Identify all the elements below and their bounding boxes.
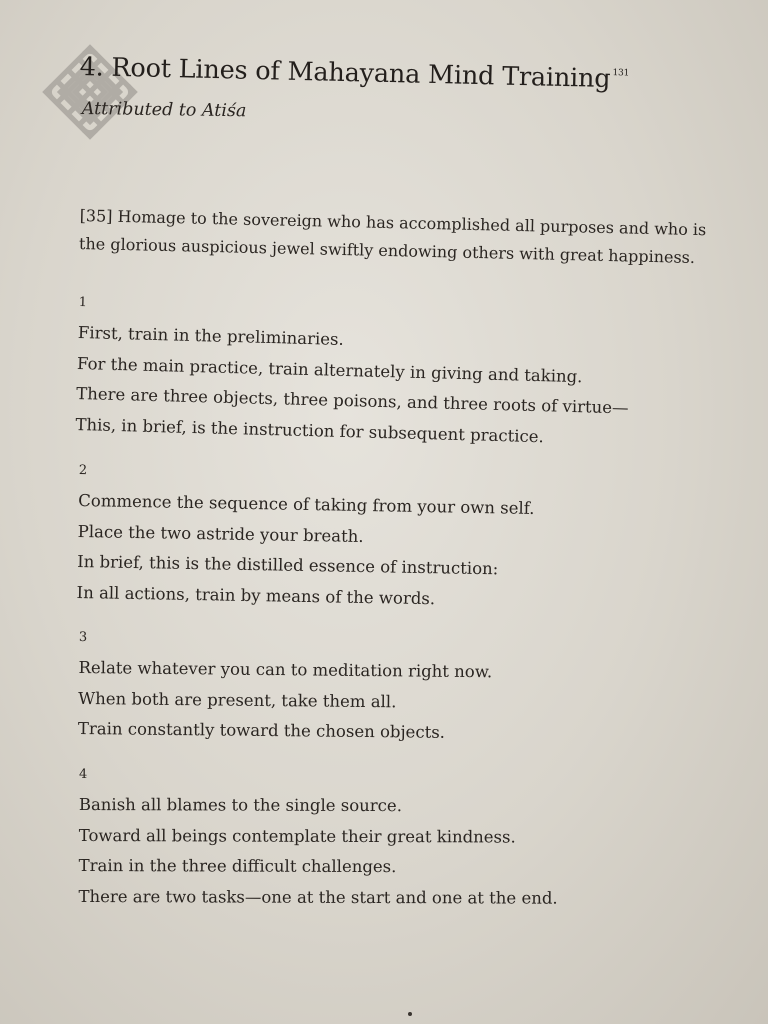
- verse-number: 2: [78, 462, 88, 479]
- verse-line: In all actions, train by means of the words.: [76, 582, 436, 608]
- verse-4: [78, 762, 558, 914]
- homage-line: the glorious auspicious jewel swiftly endowing others with great happiness.: [78, 233, 696, 267]
- verse-line: Commence the sequence of taking from your own self.: [78, 490, 535, 518]
- verse-line: In brief, this is the distilled essence of instruction:: [77, 551, 499, 579]
- verse-line: Relate whatever you can to meditation right now.: [78, 657, 493, 682]
- chapter-title: [79, 52, 629, 94]
- verse-number: 1: [78, 294, 88, 311]
- verse-2: [76, 458, 535, 616]
- verse-number: 3: [78, 629, 88, 646]
- verse-line: This, in brief, is the instruction for subsequent practice.: [75, 414, 545, 446]
- verse-3: [78, 625, 493, 749]
- homage-paragraph: [78, 202, 707, 272]
- verse-1: [75, 290, 631, 454]
- verse-line: First, train in the preliminaries.: [77, 322, 344, 349]
- verse-line: When both are present, take them all.: [78, 688, 397, 711]
- verse-line: Toward all beings contemplate their great kindness.: [78, 825, 516, 847]
- verse-line: Banish all blames to the single source.: [78, 794, 402, 816]
- verse-number: 4: [78, 767, 88, 783]
- verse-line: For the main practice, train alternately in giving and taking.: [76, 353, 583, 386]
- verse-line: Train in the three difficult challenges.: [78, 855, 397, 877]
- verse-line: There are two tasks—one at the start and one at the end.: [78, 886, 558, 908]
- verse-line: Place the two astride your breath.: [77, 521, 364, 546]
- page-mark: [408, 1012, 412, 1016]
- verse-line: Train constantly toward the chosen objects.: [77, 718, 446, 742]
- homage-line: [35] Homage to the sovereign who has accomplished all purposes and who is: [79, 205, 707, 240]
- footnote-marker: 131: [612, 68, 630, 79]
- chapter-subtitle: Attributed to Atiśa: [81, 99, 247, 122]
- chapter-title-text: 4. Root Lines of Mahayana Mind Training: [79, 52, 611, 95]
- verse-line: There are three objects, three poisons, and three roots of virtue—: [76, 383, 629, 418]
